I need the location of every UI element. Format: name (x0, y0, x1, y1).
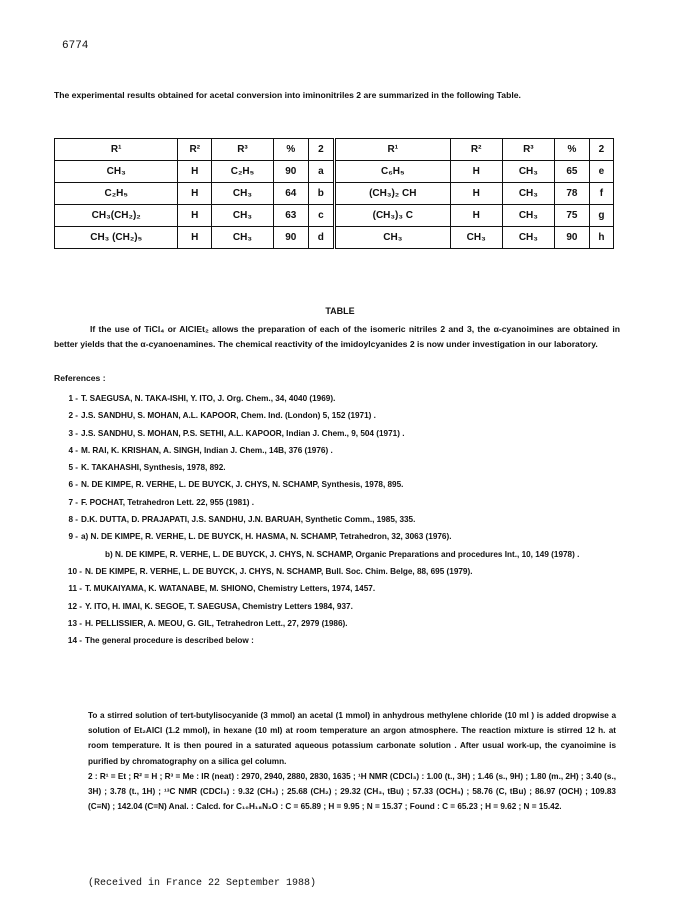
table-cell: b (308, 183, 334, 205)
table-cell: CH₃ (212, 205, 274, 227)
reference-number: 12 - (67, 601, 82, 611)
table-cell: % (554, 139, 589, 161)
table-cell: 90 (273, 227, 308, 249)
table-cell: CH₃ (502, 205, 554, 227)
reference-number: 8 - (68, 515, 78, 525)
reference-number: 2 - (68, 411, 78, 421)
procedure-block (88, 708, 616, 814)
reference-number: 10 - (67, 566, 82, 576)
reference-text (85, 598, 620, 615)
reference-main: D.K. DUTTA, D. PRAJAPATI, J.S. SANDHU, J.N. BARUAH, Synthetic Comm., 1985, 335. (81, 515, 416, 525)
table-cell: g (589, 205, 613, 227)
table-cell: CH₃ (CH₂)₅ (55, 227, 178, 249)
table-cell: 65 (554, 161, 589, 183)
table-cell: d (308, 227, 334, 249)
table-cell: R¹ (334, 139, 450, 161)
table-cell: f (589, 183, 613, 205)
table-cell: R² (178, 139, 212, 161)
table-cell: a (308, 161, 334, 183)
table-cell: CH₃ (212, 183, 274, 205)
reference-text (81, 425, 620, 442)
table-cell: 78 (554, 183, 589, 205)
table-cell: 2 (589, 139, 613, 161)
reference-item (60, 563, 620, 580)
table-cell: C₂H₅ (55, 183, 178, 205)
table-cell: H (450, 161, 502, 183)
reference-main: F. POCHAT, Tetrahedron Lett. 22, 955 (1981) . (81, 497, 255, 507)
reference-item (60, 580, 620, 597)
table-cell: H (450, 205, 502, 227)
table-cell: 63 (273, 205, 308, 227)
reference-item (60, 494, 620, 511)
reference-number: 6 - (68, 480, 78, 490)
reference-main: J.S. SANDHU, S. MOHAN, A.L. KAPOOR, Chem. Ind. (London) 5, 152 (1971) . (81, 411, 376, 421)
table-cell: c (308, 205, 334, 227)
table-cell: CH₃ (334, 227, 450, 249)
reference-number: 13 - (67, 618, 82, 628)
table-cell: CH₃ (450, 227, 502, 249)
reference-text (85, 632, 620, 649)
reference-item (60, 425, 620, 442)
table-cell: H (178, 161, 212, 183)
table-cell: % (273, 139, 308, 161)
received-date: (Received in France 22 September 1988) (88, 878, 317, 889)
reference-number: 7 - (68, 497, 78, 507)
table-cell: 2 (308, 139, 334, 161)
table-header-row (55, 139, 614, 161)
table-cell: H (178, 183, 212, 205)
reference-text (81, 390, 620, 407)
reference-main: N. DE KIMPE, R. VERHE, L. DE BUYCK, J. CHYS, N. SCHAMP, Bull. Soc. Chim. Belge, 88, 695 (1979). (85, 566, 473, 576)
reference-number: 9 - (68, 532, 78, 542)
reference-text (85, 563, 620, 580)
reference-main: a) N. DE KIMPE, R. VERHE, L. DE BUYCK, H. HASMA, N. SCHAMP, Tetrahedron, 32, 3063 (1976). (81, 532, 452, 542)
table-row (55, 161, 614, 183)
reference-item (60, 407, 620, 424)
table-row (55, 183, 614, 205)
table-cell: CH₃ (212, 227, 274, 249)
references-list (60, 390, 620, 649)
table-cell: 75 (554, 205, 589, 227)
reference-number: 1 - (68, 394, 78, 403)
reference-item (60, 459, 620, 476)
reference-item (60, 598, 620, 615)
table-row (55, 205, 614, 227)
table-cell: H (450, 183, 502, 205)
reference-item (60, 390, 620, 407)
reference-main: M. RAI, K. KRISHAN, A. SINGH, Indian J. Chem., 14B, 376 (1976) . (81, 445, 333, 455)
reference-number: 4 - (68, 445, 78, 455)
table-cell: R² (450, 139, 502, 161)
table-cell: 64 (273, 183, 308, 205)
reference-main: H. PELLISSIER, A. MEOU, G. GIL, Tetrahedron Lett., 27, 2979 (1986). (85, 618, 348, 628)
reference-number: 3 - (68, 428, 78, 438)
table-cell: C₆H₅ (334, 161, 450, 183)
reference-item (60, 442, 620, 459)
reference-sub: b) N. DE KIMPE, R. VERHE, L. DE BUYCK, J. CHYS, N. SCHAMP, Organic Preparations and procedures Int., 10, 149 (1978) . (105, 549, 580, 559)
table-cell: C₂H₅ (212, 161, 274, 183)
table-cell: CH₃ (55, 161, 178, 183)
table-cell: 90 (273, 161, 308, 183)
table-cell: H (178, 227, 212, 249)
table-cell: (CH₃)₂ CH (334, 183, 450, 205)
reference-text (81, 528, 620, 563)
page-number: 6774 (62, 40, 89, 52)
reference-number: 14 - (67, 636, 82, 646)
reference-text (81, 511, 620, 528)
reference-main: J.S. SANDHU, S. MOHAN, P.S. SETHI, A.L. KAPOOR, Indian J. Chem., 9, 504 (1971) . (81, 428, 405, 438)
table-cell: e (589, 161, 613, 183)
reference-main: T. MUKAIYAMA, K. WATANABE, M. SHIONO, Chemistry Letters, 1974, 1457. (85, 584, 376, 594)
reference-main: N. DE KIMPE, R. VERHE, L. DE BUYCK, J. CHYS, N. SCHAMP, Synthesis, 1978, 895. (81, 480, 404, 490)
table-cell: (CH₃)₃ C (334, 205, 450, 227)
table-cell: R¹ (55, 139, 178, 161)
reference-item (60, 615, 620, 632)
reference-text (81, 407, 620, 424)
reference-number: 5 - (68, 463, 78, 473)
reference-text (81, 459, 620, 476)
references-heading: References : (54, 373, 106, 383)
table-cell: H (178, 205, 212, 227)
reference-item (60, 476, 620, 493)
table-row (55, 227, 614, 249)
reference-text (81, 494, 620, 511)
table-cell: CH₃ (502, 183, 554, 205)
table-cell: h (589, 227, 613, 249)
procedure-text: To a stirred solution of tert-butylisocyanide (3 mmol) an acetal (1 mmol) in anhydrous methylene chloride (10 ml ) is added dropwise a solution of Et₂AlCl (1.2 mmol), in hexane (10 ml) at room temperature an argon atmosphere. The reaction mixture is stirred 12 h. at room temperature. It is then poured in a saturated aqueous potassium carbonate solution . After usual work-up, the cyanoimine is purified by chromatography on a silica gel column. (88, 711, 616, 766)
table-cell: 90 (554, 227, 589, 249)
results-table (54, 138, 614, 249)
reference-text (85, 580, 620, 597)
reference-main: K. TAKAHASHI, Synthesis, 1978, 892. (81, 463, 226, 473)
table-caption: TABLE (325, 306, 355, 316)
reference-main: Y. ITO, H. IMAI, K. SEGOE, T. SAEGUSA, Chemistry Letters 1984, 937. (85, 601, 353, 611)
intro-text: The experimental results obtained for acetal conversion into iminonitriles 2 are summarized in the following Table. (54, 90, 521, 100)
table-cell: R³ (502, 139, 554, 161)
reference-text (81, 476, 620, 493)
table-cell: R³ (212, 139, 274, 161)
table-cell: CH₃ (502, 227, 554, 249)
reference-item (60, 632, 620, 649)
reference-item (60, 528, 620, 563)
reference-text (85, 615, 620, 632)
table-cell: CH₃(CH₂)₂ (55, 205, 178, 227)
reference-item (60, 511, 620, 528)
analysis-text: 2 : R¹ = Et ; R² = H ; R³ = Me : IR (neat) : 2970, 2940, 2880, 2830, 1635 ; ¹H NMR (CDCl₃) : 1.00 (t., 3H) ; 1.46 (s., 9H) ; 1.80 (m., 2H) ; 3.40 (s., 3H) ; 3.78 (t., 1H) ; ¹³C NMR (CDCl₃) : 9.32 (CH₃) ; 25.68 (CH₂) ; 29.32 (CH₃, tBu) ; 57.33 (OCH₃) ; 58.76 (C, tBu) ; 86.97 (OCH) ; 109.83 (C≡N) ; 142.04 (C=N) Anal. : Calcd. for C₁₀H₁₈N₂O : C = 65.89 ; H = 9.95 ; N = 15.37 ; Found : C = 65.23 ; H = 9.62 ; N = 15.42. (88, 771, 616, 812)
reference-number: 11 - (68, 584, 82, 594)
reference-main: The general procedure is described below : (85, 636, 254, 646)
reference-text (81, 442, 620, 459)
body-paragraph: If the use of TiCl₄ or AlClEt₂ allows the preparation of each of the isomeric nitriles 2 and 3, the α-cyanoimines are obtained in better yields that the α-cyanoenamines. The chemical reactivity of the imidoylcyanides 2 is now under investigation in our laboratory. (54, 324, 620, 349)
table-cell: CH₃ (502, 161, 554, 183)
reference-main: T. SAEGUSA, N. TAKA-ISHI, Y. ITO, J. Org. Chem., 34, 4040 (1969). (81, 394, 336, 403)
